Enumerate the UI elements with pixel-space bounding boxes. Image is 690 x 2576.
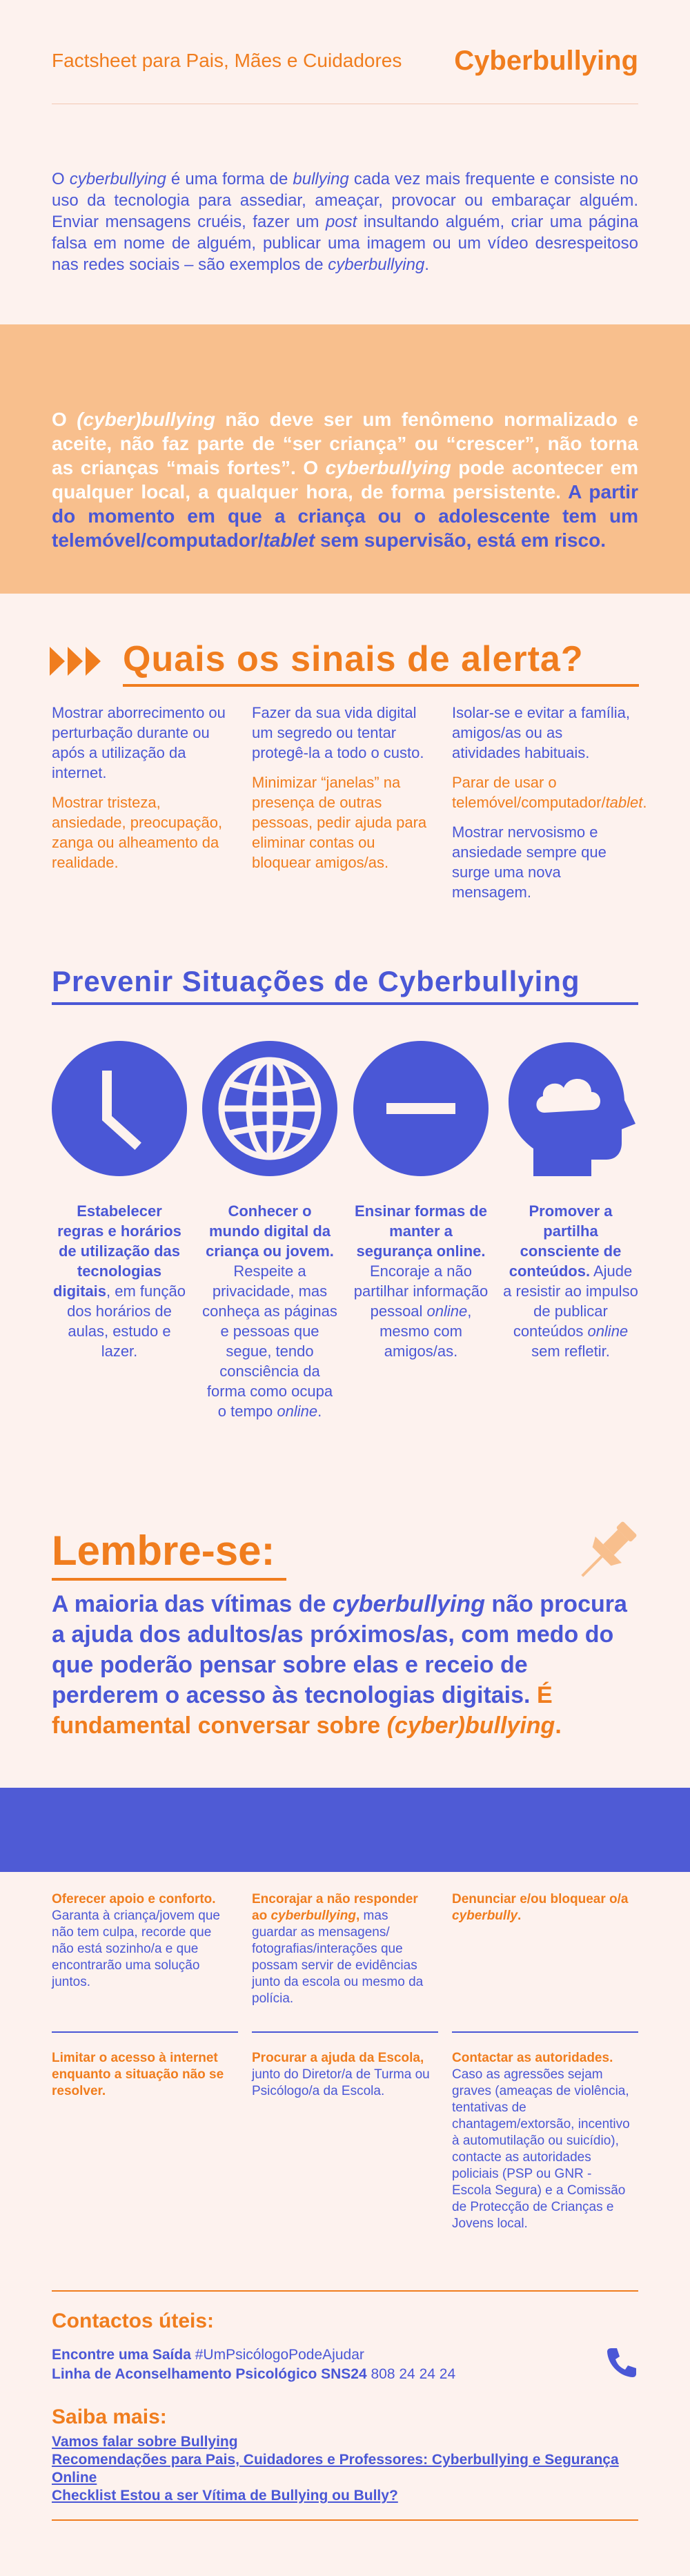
section-title-prevention: Prevenir Situações de Cyberbullying	[52, 965, 580, 997]
sign-item: Fazer da sua vida digital um segredo ou tentar protegê-la a todo o custo.	[252, 704, 424, 761]
intro-text: é uma forma de	[166, 170, 293, 188]
prevention-tip-1	[52, 1201, 187, 1361]
intro-text: cyberbullying	[328, 255, 425, 274]
remember-paragraph	[52, 1589, 638, 1741]
advice-item-authorities	[452, 2050, 633, 2232]
intro-text: .	[424, 255, 429, 274]
footer-divider	[52, 2519, 638, 2521]
link-checklist[interactable]: Checklist Estou a ser Vítima de Bullying ou Bully?	[52, 2488, 398, 2504]
page-title: Cyberbullying	[454, 46, 638, 76]
triple-arrow-icon	[50, 645, 105, 681]
band-text: cyberbullying	[325, 457, 451, 478]
intro-text: cada vez mais frequente e consiste no uso da tecnologia para assediar, ameaçar, provocar ou embaraçar alguém. Enviar mensagens cruéis, fazer um	[52, 170, 638, 231]
section-title-warning-signs: Quais os sinais de alerta?	[123, 639, 584, 679]
remember-text: cyberbullying	[332, 1591, 485, 1617]
section-underline	[52, 1002, 638, 1005]
remember-text: A maioria das vítimas de	[52, 1591, 333, 1617]
sign-item: Minimizar “janelas” na presença de outras pessoas, pedir ajuda para eliminar contas ou bloquear amigos/as.	[252, 774, 427, 871]
tip-text: Respeite a privacidade, mas conheça as páginas e pessoas que segue, tendo consciência da forma como ocupa o tempo	[202, 1262, 337, 1420]
remember-text: não procura a ajuda dos adultos/as próximos/as, com medo do que poderão pensar sobre elas e receio de perderem o acesso às tecnologias digitais.	[52, 1591, 627, 1708]
band-text: (cyber)bullying	[77, 409, 215, 430]
advice-item-school-help	[252, 2050, 433, 2100]
tip-text: .	[317, 1403, 322, 1420]
intro-text: insultando alguém, criar uma página falsa em nome de alguém, publicar uma imagem ou um vídeo desrespeitoso nas redes sociais – são exemplos de	[52, 213, 639, 274]
prevention-tip-2	[202, 1201, 337, 1421]
advice-heading: cyberbully	[452, 1909, 518, 1923]
sign-item: Mostrar nervosismo e ansiedade sempre que surge uma nova mensagem.	[452, 823, 607, 901]
contact-line-2	[52, 2365, 455, 2384]
band-text: pode acontecer em qualquer local, a qualquer hora, de forma persistente.	[52, 457, 638, 502]
advice-heading: ,	[355, 1909, 360, 1923]
signs-column-1	[52, 703, 233, 882]
tip-text: online	[277, 1403, 318, 1420]
link-bullying[interactable]: Vamos falar sobre Bullying	[52, 2434, 238, 2450]
tip-text: sem refletir.	[531, 1343, 610, 1360]
tip-text: , em função dos horários de aulas, estudo e lazer.	[67, 1282, 186, 1360]
sign-text: Parar de usar o telemóvel/computador/	[452, 774, 606, 811]
tip-text: Encoraje a não partilhar informação pessoal	[353, 1262, 489, 1320]
intro-text: O	[52, 170, 70, 188]
advice-text: Garanta à criança/jovem que não tem culpa, recorde que não está sozinho/a e que encontrarão uma solução juntos.	[52, 1909, 220, 1989]
advice-text: junto do Diretor/a de Turma ou Psicólogo/a da Escola.	[252, 2067, 430, 2098]
advice-item-no-reply	[252, 1891, 433, 2007]
sign-item: Mostrar tristeza, ansiedade, preocupação, zanga ou alheamento da realidade.	[52, 794, 223, 871]
contact-detail: 808 24 24 24	[366, 2366, 456, 2382]
advice-divider	[52, 2031, 238, 2033]
tip-heading: Ensinar formas de manter a segurança online.	[355, 1202, 487, 1260]
advice-heading: Limitar o acesso à internet enquanto a situação não se resolver.	[52, 2051, 224, 2098]
section-underline	[123, 684, 639, 687]
advice-divider	[252, 2031, 438, 2033]
intro-text: bullying	[293, 170, 349, 188]
advice-heading: Encorajar a não responder ao	[252, 1892, 418, 1923]
advice-heading: Procurar a ajuda da Escola,	[252, 2051, 424, 2065]
tip-heading: Promover a partilha consciente de conteúdos.	[509, 1202, 622, 1280]
pushpin-icon	[567, 1515, 643, 1594]
tip-text: , mesmo com amigos/as.	[379, 1302, 472, 1360]
remember-title: Lembre-se:	[52, 1528, 275, 1574]
clock-icon	[52, 1041, 187, 1176]
intro-text: cyberbullying	[69, 170, 166, 188]
contacts-top-divider	[52, 2290, 638, 2292]
head-cloud-icon	[503, 1041, 638, 1176]
remember-underline	[52, 1578, 286, 1581]
contact-name: Linha de Aconselhamento Psicológico SNS24	[52, 2366, 367, 2382]
contacts-title: Contactos úteis:	[52, 2310, 215, 2332]
sign-text: tablet	[605, 794, 643, 811]
advice-divider	[452, 2031, 638, 2033]
tip-text: online	[587, 1323, 629, 1340]
advice-heading: cyberbullying	[270, 1909, 356, 1923]
sign-text: .	[642, 794, 647, 811]
contact-line-1	[52, 2345, 364, 2365]
advice-heading: Contactar as autoridades.	[452, 2051, 613, 2065]
globe-icon	[202, 1041, 337, 1176]
sign-item: Isolar-se e evitar a família, amigos/as ou as atividades habituais.	[452, 704, 630, 761]
phone-icon	[604, 2345, 639, 2383]
prevention-tip-3	[353, 1201, 489, 1361]
advice-text: mas guardar as mensagens/ fotografias/interações que possam servir de evidências junto da escola ou mesmo da polícia.	[252, 1909, 424, 2006]
remember-text: É fundamental conversar sobre	[52, 1682, 553, 1739]
advice-text: Caso as agressões sejam graves (ameaças de violência, tentativas de chantagem/extorsão, incentivo à automutilação ou suicídio), contacte as autoridades policiais (PSP ou GNR - Escola Segura) e a Comissão de Protecção de Crianças e Jovens local.	[452, 2067, 630, 2231]
band-text: tablet	[263, 529, 315, 551]
signs-column-3	[452, 703, 647, 912]
contact-name: Encontre uma Saída	[52, 2347, 191, 2363]
remember-text: (cyber)bullying	[386, 1713, 555, 1739]
tip-text: online	[426, 1302, 468, 1320]
intro-paragraph	[52, 168, 638, 275]
minus-icon	[353, 1041, 489, 1176]
tip-heading: Conhecer o mundo digital da criança ou jovem.	[206, 1202, 334, 1260]
prevention-tip-4	[503, 1201, 638, 1361]
advice-heading: Oferecer apoio e conforto.	[52, 1892, 216, 1906]
blue-banner	[0, 1788, 690, 1872]
advice-item-limit-access	[52, 2050, 233, 2100]
highlight-paragraph	[52, 407, 638, 552]
factsheet-subtitle: Factsheet para Pais, Mães e Cuidadores	[52, 50, 402, 71]
band-text: A partir do momento em que a criança ou o adolescente tem um telemóvel/computador/	[52, 481, 638, 551]
band-text: não deve ser um fenômeno normalizado e aceite, não faz parte de “ser criança” ou “crescer”, não torna as crianças “mais fortes”. O	[52, 409, 638, 478]
contact-detail: #UmPsicólogoPodeAjudar	[190, 2347, 364, 2363]
link-recommendations[interactable]: Recomendações para Pais, Cuidadores e Professores: Cyberbullying e Segurança Online	[52, 2452, 619, 2486]
sign-item: Mostrar aborrecimento ou perturbação durante ou após a utilização da internet.	[52, 704, 226, 781]
band-text: O	[52, 409, 77, 430]
signs-column-2	[252, 703, 433, 882]
band-text: sem supervisão, está em risco.	[315, 529, 606, 551]
remember-text: .	[555, 1713, 562, 1739]
intro-text: post	[325, 213, 357, 231]
advice-item-report	[452, 1891, 633, 1924]
more-info-title: Saiba mais:	[52, 2406, 167, 2428]
tip-heading: Estabelecer regras e horários de utilização das tecnologias digitais	[53, 1202, 181, 1300]
sign-item	[452, 772, 647, 812]
advice-item-support	[52, 1891, 233, 1991]
advice-heading: Denunciar e/ou bloquear o/a	[452, 1892, 629, 1906]
advice-heading: .	[518, 1909, 522, 1923]
tip-text: Ajude a resistir ao impulso de publicar conteúdos	[503, 1262, 638, 1340]
